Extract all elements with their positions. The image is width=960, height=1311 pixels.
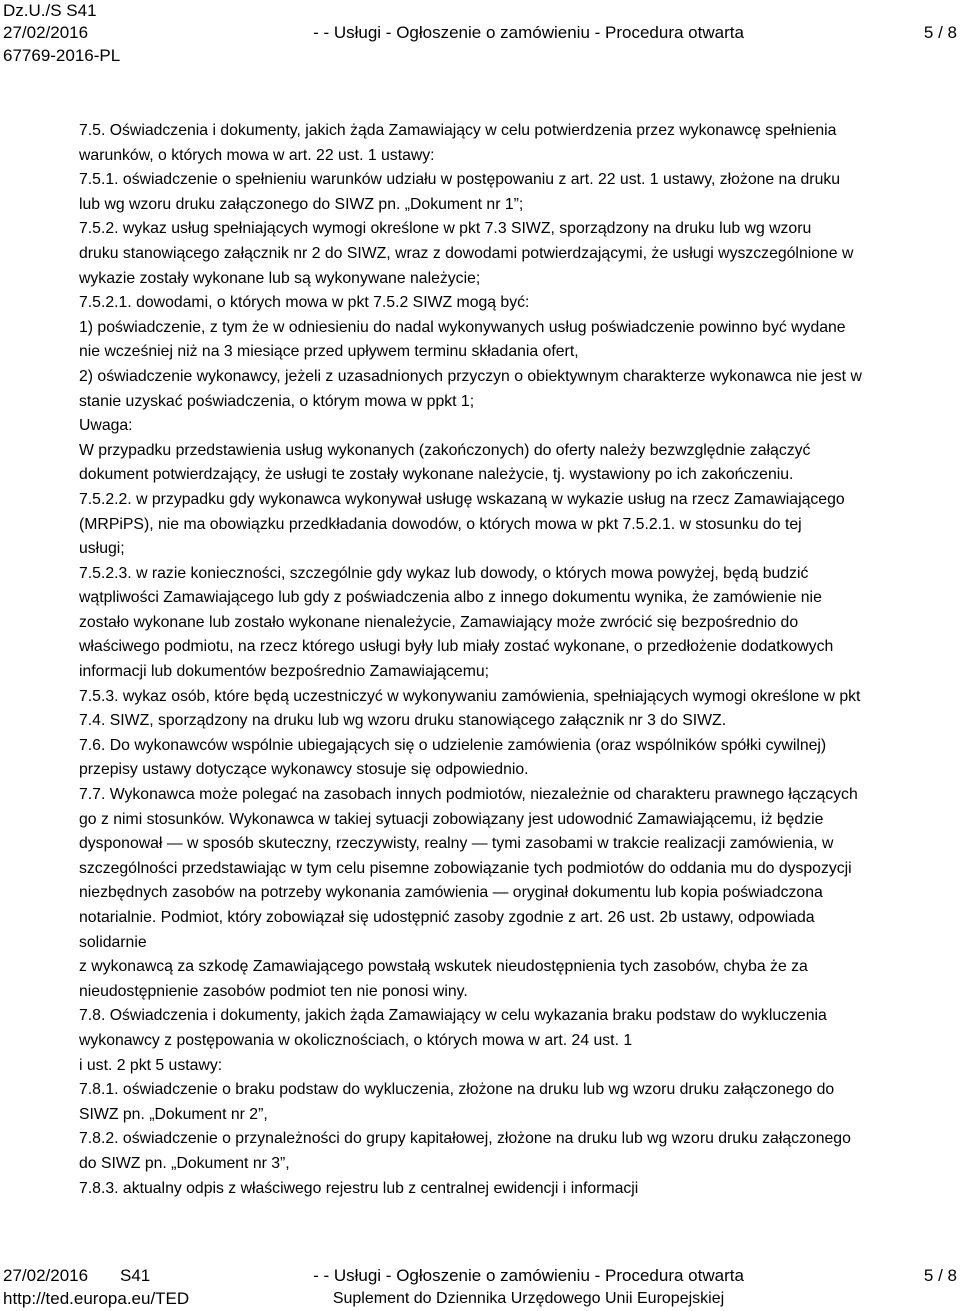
text-line: wątpliwości Zamawiającego lub gdy z poświadczenia albo z innego dokumentu wynika, że zamówienie nie — [79, 589, 822, 607]
footer-supplement: Suplement do Dziennika Urzędowego Unii Europejskiej — [332, 1290, 725, 1307]
text-line: 1) poświadczenie, z tym że w odniesieniu do nadal wykonywanych usług poświadczenie powinno być wydane — [79, 318, 846, 336]
text-line: wykonawcy z postępowania w okolicznościach, o których mowa w art. 24 ust. 1 — [79, 1031, 633, 1049]
text-line: warunków, o których mowa w art. 22 ust. 1 ustawy: — [79, 146, 435, 164]
header-date: 27/02/2016 — [3, 23, 89, 42]
text-line: 7.7. Wykonawca może polegać na zasobach innych podmiotów, niezależnie od charakteru prawnego łączących — [79, 786, 858, 804]
text-line: 7.5.3. wykaz osób, które będą uczestniczyć w wykonywaniu zamówienia, spełniających wymogi określone w pkt — [79, 687, 861, 705]
text-line: 7.4. SIWZ, sporządzony na druku lub wg wzoru druku stanowiącego załącznik nr 3 do SIWZ. — [79, 712, 727, 730]
text-line: solidarnie — [79, 933, 147, 951]
text-line: druku stanowiącego załącznik nr 2 do SIWZ, wraz z dowodami potwierdzającymi, że usługi wyszczególnione w — [79, 244, 854, 262]
footer-url-link[interactable]: http://ted.europa.eu/TED — [3, 1289, 190, 1308]
text-line: usługi; — [79, 540, 125, 558]
journal-reference: Dz.U./S S41 — [3, 1, 97, 20]
footer-series: S41 — [120, 1266, 151, 1285]
text-line: przepisy ustawy dotyczące wykonawcy stosuje się odpowiednio. — [79, 761, 529, 779]
text-line: nieudostępnienie zasobów podmiot ten nie ponosi winy. — [79, 982, 468, 1000]
text-line: niezbędnych zasobów na potrzeby wykonania zamówienia — oryginał dokumentu lub kopia poświadczona — [79, 884, 823, 902]
text-line: 7.8.1. oświadczenie o braku podstaw do wykluczenia, złożone na druku lub wg wzoru druku załączonego do — [79, 1081, 835, 1099]
text-line: wykazie zostały wykonane lub są wykonywane należycie; — [79, 269, 481, 287]
text-line: zostało wykonane lub zostało wykonane nienależycie, Zamawiający może zwrócić się bezpośrednio do — [79, 613, 799, 631]
text-line: 2) oświadczenie wykonawcy, jeżeli z uzasadnionych przyczyn o obiektywnym charakterze wykonawca nie jest w — [79, 367, 862, 385]
text-line: właściwego podmiotu, na rzecz którego usługi były lub miały zostać wykonane, o przedłożenie dodatkowych — [79, 638, 834, 656]
text-line: dysponował — w sposób skuteczny, rzeczywisty, realny — tymi zasobami w trakcie realizacji zamówienia, w — [79, 835, 834, 853]
footer-title: - - Usługi - Ogłoszenie o zamówieniu - Procedura otwarta — [313, 1266, 744, 1285]
text-line: SIWZ pn. „Dokument nr 2”, — [79, 1105, 268, 1123]
text-line: 7.6. Do wykonawców wspólnie ubiegających się o udzielenie zamówienia (oraz wspólników spółki cywilnej) — [79, 736, 827, 754]
header-title: - - Usługi - Ogłoszenie o zamówieniu - Procedura otwarta — [313, 23, 744, 42]
text-line: 7.5.2.2. w przypadku gdy wykonawca wykonywał usługę wskazaną w wykazie usług na rzecz Zamawiającego — [79, 490, 845, 508]
text-line: go z nimi stosunków. Wykonawca w takiej sytuacji zobowiązany jest udowodnić Zamawiającemu, iż będzie — [79, 810, 824, 828]
text-line: nie wcześniej niż na 3 miesiące przed upływem terminu składania ofert, — [79, 343, 579, 361]
text-line: 7.8. Oświadczenia i dokumenty, jakich żąda Zamawiający w celu wykazania braku podstaw do wykluczenia — [79, 1007, 827, 1025]
notice-id: 67769-2016-PL — [3, 46, 121, 65]
text-line: do SIWZ pn. „Dokument nr 3”, — [79, 1154, 290, 1172]
text-line: notarialnie. Podmiot, który zobowiązał się udostępnić zasoby zgodnie z art. 26 ust. 2b ustawy, odpowiada — [79, 909, 815, 926]
footer-page-number: 5 / 8 — [923, 1266, 957, 1285]
text-line: Uwaga: — [79, 417, 133, 435]
text-line: 7.5.2. wykaz usług spełniających wymogi określone w pkt 7.3 SIWZ, sporządzony na druku lub wg wzoru — [79, 220, 812, 238]
document-body — [79, 119, 959, 1201]
text-line: 7.5.2.1. dowodami, o których mowa w pkt 7.5.2 SIWZ mogą być: — [79, 294, 530, 312]
header-page-number: 5 / 8 — [923, 23, 957, 42]
text-line: informacji lub dokumentów bezpośrednio Zamawiającemu; — [79, 663, 490, 681]
text-line: W przypadku przedstawienia usług wykonanych (zakończonych) do oferty należy bezwzględnie załączyć — [79, 441, 811, 459]
text-line: stanie uzyskać poświadczenia, o którym mowa w ppkt 1; — [79, 392, 475, 410]
text-line: 7.5. Oświadczenia i dokumenty, jakich żąda Zamawiający w celu potwierdzenia przez wykonawcę spełnienia — [79, 122, 837, 139]
text-line: z wykonawcą za szkodę Zamawiającego powstałą wskutek nieudostępnienia tych zasobów, chyba że za — [79, 958, 808, 976]
text-line: 7.8.3. aktualny odpis z właściwego rejestru lub z centralnej ewidencji i informacji — [79, 1179, 639, 1197]
text-line: 7.8.2. oświadczenie o przynależności do grupy kapitałowej, złożone na druku lub wg wzoru druku załączonego — [79, 1130, 851, 1148]
text-line: szczególności przedstawiając w tym celu pisemne zobowiązanie tych podmiotów do oddania mu do dyspozycji — [79, 859, 852, 877]
text-line: 7.5.1. oświadczenie o spełnieniu warunków udziału w postępowaniu z art. 22 ust. 1 ustawy, złożone na druku — [79, 171, 841, 189]
footer-date: 27/02/2016 — [3, 1266, 89, 1285]
text-line: dokument potwierdzający, że usługi te zostały wykonane należycie, tj. wystawiony po ich zakończeniu. — [79, 466, 794, 484]
text-line: (MRPiPS), nie ma obowiązku przedkładania dowodów, o których mowa w pkt 7.5.2.1. w stosunku do tej — [79, 515, 802, 533]
text-line: 7.5.2.3. w razie konieczności, szczególnie gdy wykaz lub dowody, o których mowa powyżej, będą budzić — [79, 564, 809, 582]
text-line: i ust. 2 pkt 5 ustawy: — [79, 1056, 223, 1074]
text-line: lub wg wzoru druku załączonego do SIWZ pn. „Dokument nr 1”; — [79, 195, 524, 213]
